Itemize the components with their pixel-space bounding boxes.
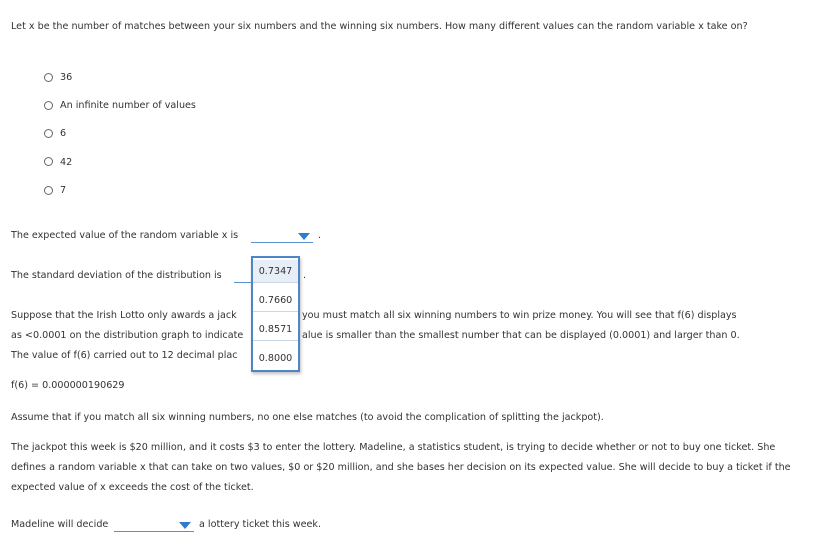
expected-value-suffix: . [318,230,322,241]
question-text: Let x be the number of matches between your six numbers and the winning six numbers. How many different values can the random variable x take on? [11,21,748,32]
radio-option-5[interactable] [44,186,53,195]
option-label-1[interactable]: 36 [60,72,73,83]
madeline-label: Madeline will decide [11,519,109,530]
radio-option-1[interactable] [44,73,53,82]
menu-option-3[interactable]: 0.8571 [253,318,298,341]
madeline-suffix: a lottery ticket this week. [199,519,322,530]
std-dev-label: The standard deviation of the distribution is [11,270,222,281]
std-dev-dropdown-menu[interactable] [251,256,300,372]
expected-value-dropdown[interactable] [251,231,313,243]
expected-value-label: The expected value of the random variable x is [11,230,239,241]
radio-option-3[interactable] [44,129,53,138]
chevron-down-icon [179,522,191,529]
paragraph-line-2-right: alue is smaller than the smallest number that can be displayed (0.0001) and larger than 0. [302,330,740,341]
menu-option-2[interactable]: 0.7660 [253,289,298,312]
option-label-2[interactable]: An infinite number of values [60,100,196,111]
paragraph-line-2-left: as <0.0001 on the distribution graph to indicate [11,330,244,341]
paragraph-line-1-right: you must match all six winning numbers to win prize money. You will see that f(6) displays [302,310,737,321]
jackpot-text: The jackpot this week is $20 million, and it costs $3 to enter the lottery. Madeline, a statistics student, is trying to decide whether or not to buy one ticket. She defines a random variable x that can take on two values, $0 or $20 million, and she bases her decision on its expected value. She will decide to buy a ticket if the expected value of x exceeds the cost of the ticket. [11,442,791,493]
option-label-5[interactable]: 7 [60,185,67,196]
std-dev-dropdown[interactable] [234,271,252,283]
radio-option-2[interactable] [44,101,53,110]
chevron-down-icon [298,233,310,240]
f6-value: f(6) = 0.000000190629 [11,380,125,391]
std-dev-suffix: . [303,270,307,281]
assume-text: Assume that if you match all six winning numbers, no one else matches (to avoid the complication of splitting the jackpot). [11,412,604,423]
paragraph-line-3-left: The value of f(6) carried out to 12 decimal plac [11,350,238,361]
menu-option-1[interactable]: 0.7347 [253,260,298,283]
option-label-3[interactable]: 6 [60,128,67,139]
option-label-4[interactable]: 42 [60,157,73,168]
madeline-dropdown[interactable] [114,520,194,532]
paragraph-line-1-left: Suppose that the Irish Lotto only awards a jack [11,310,237,321]
radio-option-4[interactable] [44,157,53,166]
menu-option-4[interactable]: 0.8000 [258,353,293,364]
